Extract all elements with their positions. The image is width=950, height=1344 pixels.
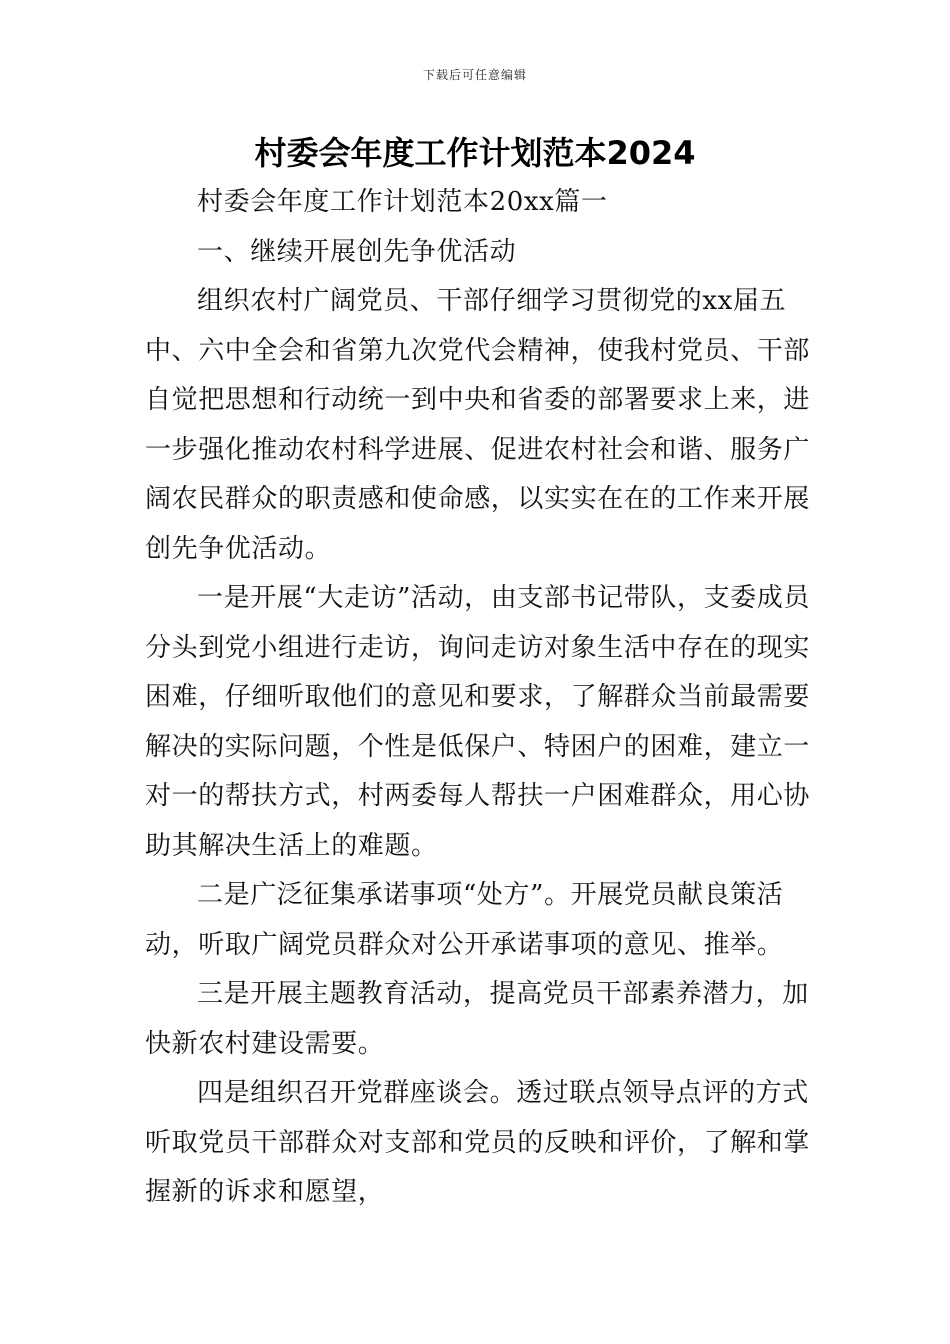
document-title: 村委会年度工作计划范本2024 — [254, 134, 696, 172]
section-subtitle: 村委会年度工作计划范本20xx篇一 — [197, 187, 608, 217]
section-heading: 一、继续开展创先争优活动 — [197, 236, 517, 267]
body-paragraph: 四是组织召开党群座谈会。透过联点领导点评的方式听取党员干部群众对支部和党员的反映和评价，了解和掌握新的诉求和愿望， — [145, 1078, 811, 1207]
body-paragraph: 组织农村广阔党员、干部仔细学习贯彻党的xx届五中、六中全会和省第九次党代会精神，使我村党员、干部自觉把思想和行动统一到中央和省委的部署要求上来，进一步强化推动农村科学进展、促进农村社会和谐、服务广阔农民群众的职责感和使命感，以实实在在的工作来开展创先争优活动。 — [145, 286, 811, 564]
body-paragraph: 二是广泛征集承诺事项“处方”。开展党员献良策活动，听取广阔党员群众对公开承诺事项的意见、推举。 — [145, 880, 784, 960]
header-note: 下载后可任意编辑 — [422, 68, 527, 82]
body-paragraph: 三是开展主题教育活动，提高党员干部素养潜力，加快新农村建设需要。 — [145, 979, 809, 1059]
body-paragraph: 一是开展“大走访”活动，由支部书记带队，支委成员分头到党小组进行走访，询问走访对象生活中存在的现实困难，仔细听取他们的意见和要求，了解群众当前最需要解决的实际问题，个性是低保户、特困户的困难，建立一对一的帮扶方式，村两委每人帮扶一户困难群众，用心协助其解决生活上的难题。 — [145, 583, 811, 861]
document-body — [145, 178, 815, 1218]
